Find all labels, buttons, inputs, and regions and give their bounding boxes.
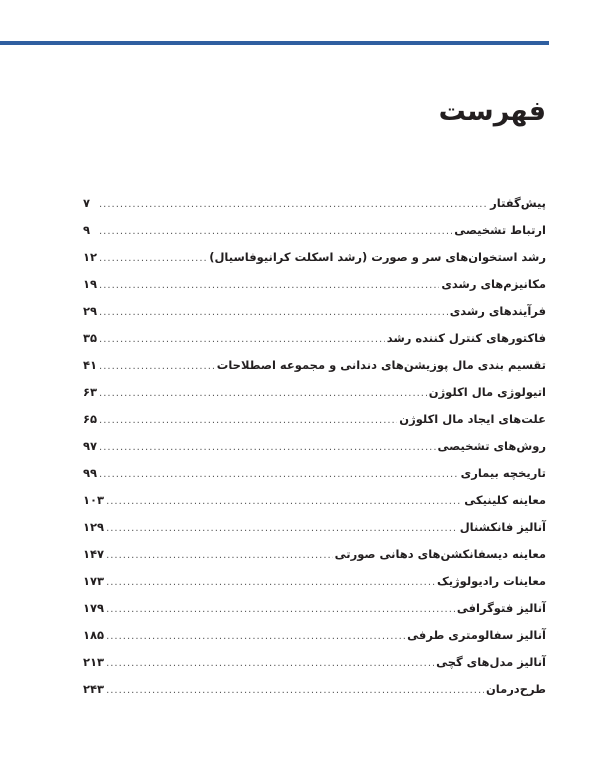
toc-entry-title: فرآیندهای رشدی <box>449 304 546 318</box>
toc-leader-dots <box>106 684 484 698</box>
toc-entry-title: طرح‌درمان <box>485 682 546 696</box>
toc-entry-page-number: ۴۱ <box>83 358 98 372</box>
toc-leader-dots <box>106 522 458 536</box>
toc-entry-page-number: ۶۳ <box>83 385 98 399</box>
toc-entry-title: مکانیزم‌های رشدی <box>441 277 546 291</box>
header-rule <box>0 41 549 45</box>
toc-entry-page-number: ۷ <box>83 196 91 210</box>
toc-entry[interactable] <box>83 412 546 439</box>
toc-entry-page-number: ۱۹ <box>83 277 98 291</box>
toc-leader-dots <box>106 576 435 590</box>
toc-entry-title: فاکتورهای کنترل کننده رشد <box>386 331 546 345</box>
toc-entry-title: آنالیز مدل‌های گچی <box>436 655 546 669</box>
toc-entry-title: آنالیز فانکشنال <box>459 520 546 534</box>
toc-entry-title: تاریخچه بیماری <box>460 466 546 480</box>
toc-entry-page-number: ۱۲ <box>83 250 98 264</box>
toc-entry-page-number: ۱۰۳ <box>83 493 105 507</box>
toc-leader-dots <box>99 387 427 401</box>
toc-entry-title: آنالیز سفالومتری طرفی <box>407 628 546 642</box>
toc-entry[interactable] <box>83 547 546 574</box>
toc-entry-page-number: ۶۵ <box>83 412 98 426</box>
toc-entry-page-number: ۱۷۹ <box>83 601 105 615</box>
toc-entry[interactable] <box>83 628 546 655</box>
toc-entry-title: معاینه کلینیکی <box>464 493 546 507</box>
toc-leader-dots <box>99 360 215 374</box>
toc-entry[interactable] <box>83 439 546 466</box>
toc-leader-dots <box>99 468 459 482</box>
toc-leader-dots <box>99 225 452 239</box>
toc-entry[interactable] <box>83 520 546 547</box>
toc-entry-title: تقسیم بندی مال پوزیشن‌های دندانی و مجموعه اصطلاحات <box>216 358 546 372</box>
toc-entry-page-number: ۳۵ <box>83 331 98 345</box>
toc-leader-dots <box>99 441 436 455</box>
page-title: فهرست <box>438 96 546 127</box>
toc-entry-page-number: ۱۸۵ <box>83 628 105 642</box>
toc-entry[interactable] <box>83 655 546 682</box>
toc-leader-dots <box>99 279 439 293</box>
toc-entry[interactable] <box>83 304 546 331</box>
toc-entry-page-number: ۱۷۳ <box>83 574 105 588</box>
toc-entry[interactable] <box>83 466 546 493</box>
toc-entry-page-number: ۹ <box>83 223 91 237</box>
toc-leader-dots <box>99 414 397 428</box>
toc-leader-dots <box>106 549 333 563</box>
toc-leader-dots <box>106 630 405 644</box>
toc-entry-title: پیش‌گفتار <box>490 196 546 210</box>
toc-entry[interactable] <box>83 682 546 709</box>
toc-entry-page-number: ۲۱۳ <box>83 655 105 669</box>
toc-leader-dots <box>106 657 434 671</box>
toc-entry[interactable] <box>83 574 546 601</box>
toc-entry-page-number: ۲۹ <box>83 304 98 318</box>
toc-entry-page-number: ۱۴۷ <box>83 547 105 561</box>
toc-entry-page-number: ۹۹ <box>83 466 98 480</box>
toc-entry-page-number: ۱۲۹ <box>83 520 105 534</box>
toc-entry-title: معاینات رادیولوژیک <box>436 574 546 588</box>
toc-leader-dots <box>99 252 207 266</box>
toc-entry-title: روش‌های تشخیصی <box>437 439 546 453</box>
toc-entry[interactable] <box>83 493 546 520</box>
toc-entry[interactable] <box>83 601 546 628</box>
toc-entry[interactable] <box>83 196 546 223</box>
toc-entry-title: معاینه دیسفانکشن‌های دهانی صورتی <box>334 547 546 561</box>
toc-entry-title: علت‌های ایجاد مال اکلوژن <box>399 412 546 426</box>
toc-entry-title: رشد استخوان‌های سر و صورت (رشد اسکلت کرانیوفاسیال) <box>209 250 546 264</box>
toc-leader-dots <box>99 198 488 212</box>
toc-leader-dots <box>99 306 448 320</box>
table-of-contents <box>83 196 546 709</box>
toc-entry[interactable] <box>83 385 546 412</box>
toc-leader-dots <box>106 495 462 509</box>
toc-entry[interactable] <box>83 223 546 250</box>
toc-leader-dots <box>106 603 455 617</box>
toc-entry[interactable] <box>83 358 546 385</box>
toc-entry[interactable] <box>83 331 546 358</box>
toc-entry-title: اتیولوژی مال اکلوژن <box>428 385 546 399</box>
toc-entry-page-number: ۲۴۳ <box>83 682 105 696</box>
toc-entry[interactable] <box>83 250 546 277</box>
toc-entry-page-number: ۹۷ <box>83 439 98 453</box>
toc-entry-title: آنالیز فتوگرافی <box>456 601 546 615</box>
toc-entry[interactable] <box>83 277 546 304</box>
toc-leader-dots <box>99 333 385 347</box>
toc-entry-title: ارتباط تشخیصی <box>454 223 546 237</box>
